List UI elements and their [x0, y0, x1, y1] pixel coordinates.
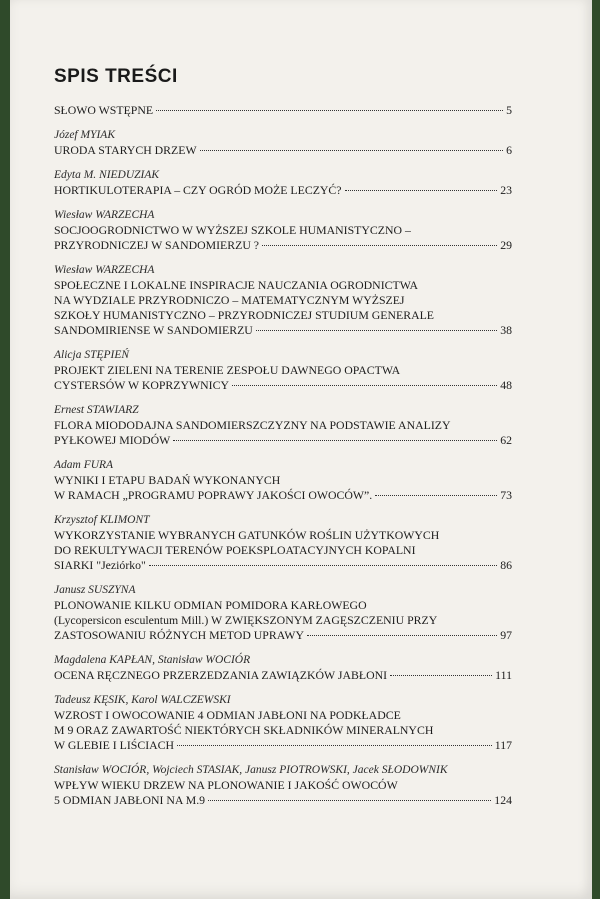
dot-leader	[177, 745, 492, 746]
toc-entry-page-number: 38	[500, 323, 512, 337]
toc-entry-last-line	[54, 323, 512, 338]
toc-entry-title-line: SŁOWO WSTĘPNE	[54, 103, 154, 117]
toc-entry-page-number: 73	[500, 488, 512, 502]
toc-entry-title-line: DO REKULTYWACJI TERENÓW POEKSPLOATACYJNYCH KOPALNI	[54, 543, 416, 557]
toc-entry	[54, 208, 512, 253]
toc-entry	[54, 168, 512, 198]
toc-entry	[54, 348, 512, 393]
toc-entry-authors: Krzysztof KLIMONT	[54, 514, 150, 526]
toc-entry-title-line: W GLEBIE I LIŚCIACH	[54, 738, 175, 752]
toc-entry	[54, 403, 512, 448]
toc-entry	[54, 763, 512, 808]
toc-entry-last-line	[54, 433, 512, 448]
toc-heading: SPIS TREŚCI	[54, 66, 178, 87]
toc-entry-authors: Alicja STĘPIEŃ	[54, 349, 130, 361]
toc-entry-page-number: 62	[500, 433, 512, 447]
dot-leader	[345, 190, 498, 191]
toc-entry-authors: Józef MYIAK	[54, 129, 116, 141]
toc-entry-last-line	[54, 183, 512, 198]
toc-entry-last-line	[54, 143, 512, 158]
dot-leader	[173, 440, 497, 441]
dot-leader	[375, 495, 497, 496]
toc-entry-title-line: PRZYRODNICZEJ W SANDOMIERZU ?	[54, 238, 260, 252]
toc-entry-title-line: WZROST I OWOCOWANIE 4 ODMIAN JABŁONI NA PODKŁADCE	[54, 708, 401, 722]
toc-entry-page-number: 111	[495, 668, 512, 682]
toc-entry-page-number: 97	[500, 628, 512, 642]
toc-entry-page-number: 29	[500, 238, 512, 252]
toc-entry-title-line: 5 ODMIAN JABŁONI NA M.9	[54, 793, 206, 807]
toc-entry	[54, 103, 512, 118]
toc-entry	[54, 263, 512, 338]
dot-leader	[208, 800, 491, 801]
toc-entry-title-line: WPŁYW WIEKU DRZEW NA PLONOWANIE I JAKOŚĆ OWOCÓW	[54, 778, 398, 792]
toc-entry-page-number: 124	[494, 793, 512, 807]
dot-leader	[262, 245, 497, 246]
toc-entry	[54, 128, 512, 158]
toc-entry-title-line: SIARKI "Jeziórko"	[54, 558, 146, 572]
toc-entry-page-number: 117	[494, 738, 512, 752]
toc-entry-last-line	[54, 238, 512, 253]
toc-entry-title-line: (Lycopersicon esculentum Mill.) W ZWIĘKSZONYM ZAGĘSZCZENIU PRZY	[54, 613, 438, 627]
toc-entry-authors: Tadeusz KĘSIK, Karol WALCZEWSKI	[54, 694, 231, 706]
toc-entry-authors: Janusz SUSZYNA	[54, 584, 136, 596]
toc-entry-title-line: M 9 ORAZ ZAWARTOŚĆ NIEKTÓRYCH SKŁADNIKÓW MINERALNYCH	[54, 723, 434, 737]
toc-entry-title-line: ZASTOSOWANIU RÓŻNYCH METOD UPRAWY	[54, 628, 304, 642]
toc-entry-title-line: PLONOWANIE KILKU ODMIAN POMIDORA KARŁOWEGO	[54, 598, 367, 612]
toc-entry-title-line: WYNIKI I ETAPU BADAŃ WYKONANYCH	[54, 473, 281, 487]
toc-entry-authors: Magdalena KAPŁAN, Stanisław WOCIÓR	[54, 654, 251, 666]
toc-entry-last-line	[54, 793, 512, 808]
toc-entry-authors: Wiesław WARZECHA	[54, 209, 155, 221]
dot-leader	[390, 675, 492, 676]
toc-entry-authors: Edyta M. NIEDUZIAK	[54, 169, 160, 181]
dot-leader	[156, 110, 503, 111]
toc-entry-last-line	[54, 558, 512, 573]
toc-entry	[54, 583, 512, 643]
dot-leader	[200, 150, 504, 151]
toc-entry-title-line: WYKORZYSTANIE WYBRANYCH GATUNKÓW ROŚLIN UŻYTKOWYCH	[54, 528, 440, 542]
book-page	[10, 0, 592, 899]
toc-entry-title-line: SZKOŁY HUMANISTYCZNO – PRZYRODNICZEJ STUDIUM GENERALE	[54, 308, 435, 322]
toc-entry-authors: Stanisław WOCIÓR, Wojciech STASIAK, Janusz PIOTROWSKI, Jacek SŁODOWNIK	[54, 764, 448, 776]
toc-entry	[54, 693, 512, 753]
toc-entry	[54, 458, 512, 503]
toc-entry-page-number: 5	[506, 103, 512, 117]
table-of-contents	[54, 103, 512, 818]
toc-entry-last-line	[54, 628, 512, 643]
toc-entry-title-line: URODA STARYCH DRZEW	[54, 143, 197, 157]
toc-entry-title-line: FLORA MIODODAJNA SANDOMIERSZCZYZNY NA PODSTAWIE ANALIZY	[54, 418, 451, 432]
toc-entry-last-line	[54, 488, 512, 503]
dot-leader	[256, 330, 497, 331]
toc-entry-title-line: W RAMACH „PROGRAMU POPRAWY JAKOŚCI OWOCÓW”.	[54, 488, 373, 502]
toc-entry-title-line: SANDOMIRIENSE W SANDOMIERZU	[54, 323, 253, 337]
toc-entry-authors: Ernest STAWIARZ	[54, 404, 139, 416]
toc-entry-page-number: 86	[500, 558, 512, 572]
toc-entry-title-line: SOCJOOGRODNICTWO W WYŻSZEJ SZKOLE HUMANISTYCZNO –	[54, 223, 411, 237]
toc-entry-title-line: PYŁKOWEJ MIODÓW	[54, 433, 171, 447]
toc-entry-title-line: HORTIKULOTERAPIA – CZY OGRÓD MOŻE LECZYĆ?	[54, 183, 342, 197]
toc-entry	[54, 513, 512, 573]
toc-entry-last-line	[54, 738, 512, 753]
dot-leader	[149, 565, 497, 566]
toc-entry-title-line: PROJEKT ZIELENI NA TERENIE ZESPOŁU DAWNEGO OPACTWA	[54, 363, 401, 377]
toc-entry-title-line: SPOŁECZNE I LOKALNE INSPIRACJE NAUCZANIA OGRODNICTWA	[54, 278, 419, 292]
toc-entry-last-line	[54, 378, 512, 393]
toc-entry-authors: Adam FURA	[54, 459, 114, 471]
toc-entry-page-number: 6	[506, 143, 512, 157]
dot-leader	[307, 635, 497, 636]
toc-entry-title-line: OCENA RĘCZNEGO PRZERZEDZANIA ZAWIĄZKÓW JABŁONI	[54, 668, 388, 682]
toc-entry-authors: Wiesław WARZECHA	[54, 264, 155, 276]
toc-entry	[54, 653, 512, 683]
toc-entry-last-line	[54, 668, 512, 683]
toc-entry-page-number: 23	[500, 183, 512, 197]
toc-entry-title-line: NA WYDZIALE PRZYRODNICZO – MATEMATYCZNYM WYŻSZEJ	[54, 293, 405, 307]
toc-entry-last-line	[54, 103, 512, 118]
toc-entry-title-line: CYSTERSÓW W KOPRZYWNICY	[54, 378, 230, 392]
toc-entry-page-number: 48	[500, 378, 512, 392]
dot-leader	[232, 385, 497, 386]
